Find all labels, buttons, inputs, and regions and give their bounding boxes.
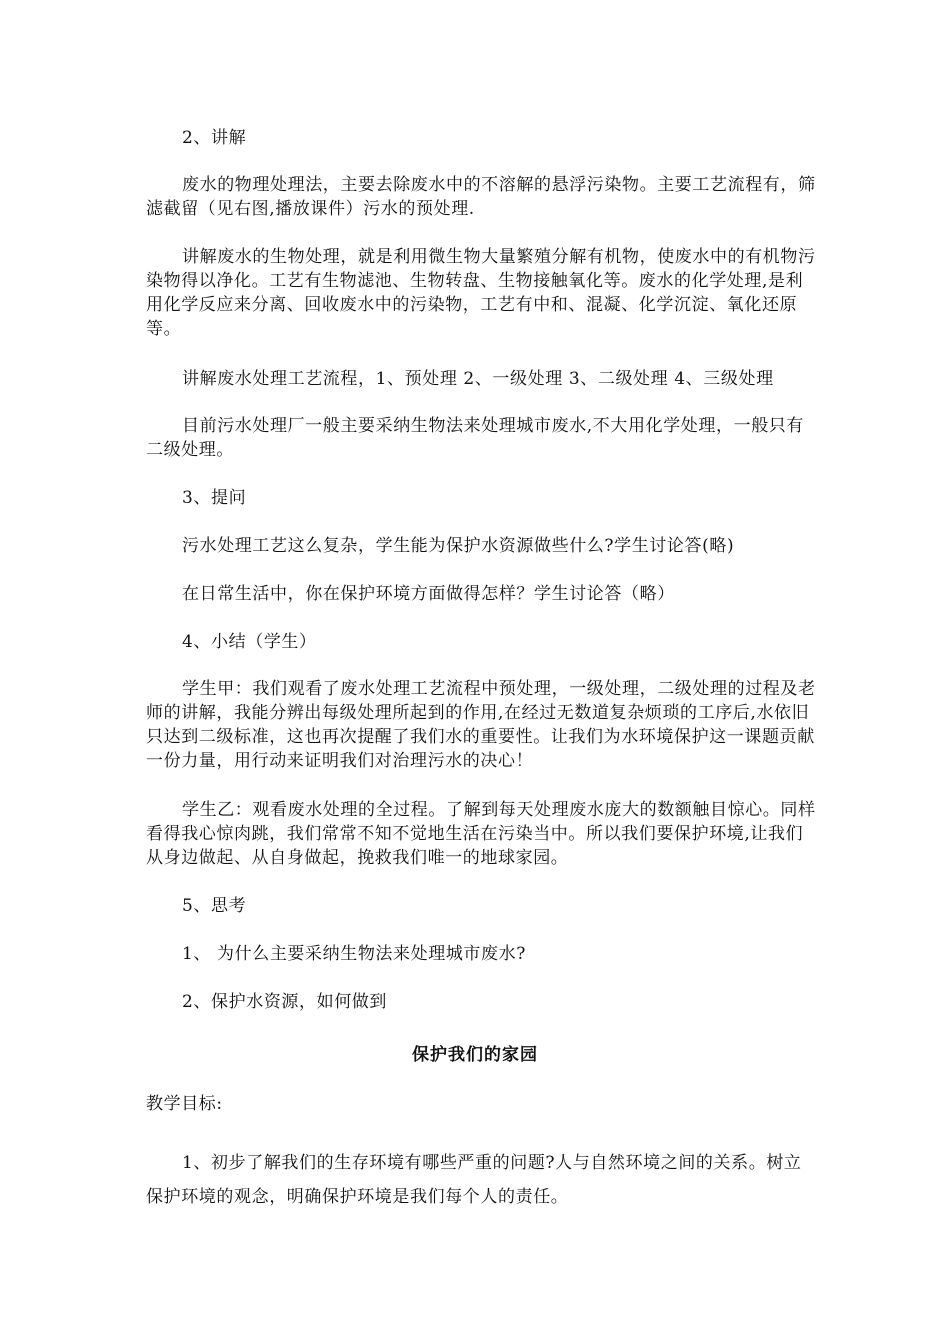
lesson-title: 保护我们的家园 (412, 1045, 538, 1065)
paragraph-physical-treatment: 废水的物理处理法，主要去除废水中的不溶解的悬浮污染物。主要工艺流程有，筛滤截留（见右图,播放课件）污水的预处理. (146, 175, 816, 219)
paragraph-process-flow: 讲解废水处理工艺流程，1、预处理 2、一级处理 3、二级处理 4、三级处理 (182, 369, 774, 389)
think-question-2: 2、保护水资源，如何做到 (182, 992, 388, 1012)
section-2-heading: 2、讲解 (182, 128, 247, 148)
think-question-1: 1、 为什么主要采纳生物法来处理城市废水? (182, 944, 526, 964)
teaching-goals-label: 教学目标: (146, 1094, 223, 1114)
section-4-heading: 4、小结（学生） (182, 632, 317, 652)
question-2: 在日常生活中，你在保护环境方面做得怎样？学生讨论答（略） (182, 584, 675, 604)
section-3-heading: 3、提问 (182, 488, 247, 508)
paragraph-biological-chemical-treatment: 讲解废水的生物处理，就是利用微生物大量繁殖分解有机物，使废水中的有机物污染物得以净化。工艺有生物滤池、生物转盘、生物接触氧化等。废水的化学处理,是利用化学反应来分离、回收废水中的污染物，工艺有中和、混凝、化学沉淀、氧化还原等。 (146, 247, 816, 339)
teaching-goal-1: 1、初步了解我们的生存环境有哪些严重的问题?人与自然环境之间的关系。树立保护环境的观念，明确保护环境是我们每个人的责任。 (146, 1153, 802, 1207)
student-b-summary: 学生乙：观看废水处理的全过程。了解到每天处理废水庞大的数额触目惊心。同样看得我心惊肉跳，我们常常不知不觉地生活在污染当中。所以我们要保护环境,让我们从身边做起、从自身做起，挽救我们唯一的地球家园。 (146, 800, 816, 868)
section-5-heading: 5、思考 (182, 896, 247, 916)
paragraph-plant-method: 目前污水处理厂一般主要采纳生物法来处理城市废水,不大用化学处理，一般只有二级处理。 (146, 416, 805, 460)
question-1: 污水处理工艺这么复杂，学生能为保护水资源做些什么?学生讨论答(略) (182, 536, 735, 556)
student-a-summary: 学生甲：我们观看了废水处理工艺流程中预处理，一级处理，二级处理的过程及老师的讲解，我能分辨出每级处理所起到的作用,在经过无数道复杂烦琐的工序后,水依旧只达到二级标准，这也再次提醒了我们水的重要性。让我们为水环境保护这一课题贡献一份力量，用行动来证明我们对治理污水的决心！ (146, 679, 816, 771)
